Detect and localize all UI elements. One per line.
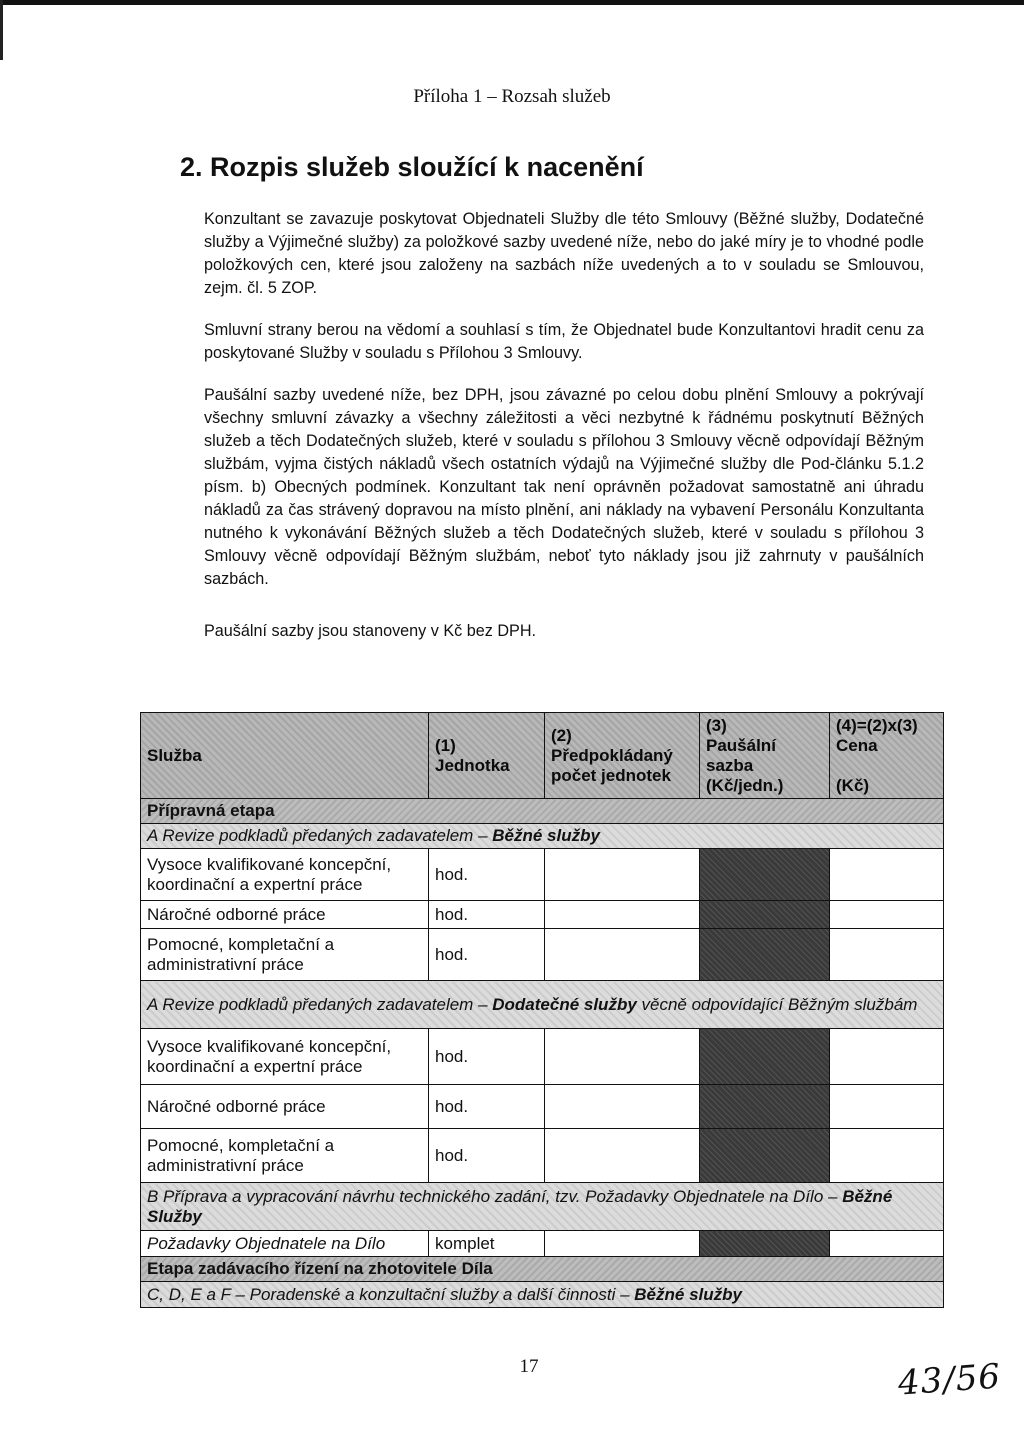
price-cell <box>830 849 944 901</box>
quantity-cell <box>545 1231 700 1257</box>
table-header-row <box>141 713 944 799</box>
rate-cell <box>700 901 830 929</box>
rate-cell <box>700 1085 830 1129</box>
service-cell: Vysoce kvalifikované koncepční, koordinační a expertní práce <box>141 849 429 901</box>
header-price: (4)=(2)x(3) Cena (Kč) <box>830 713 944 799</box>
scan-border-left <box>0 0 3 60</box>
quantity-cell <box>545 849 700 901</box>
paragraph-services-scope: Konzultant se zavazuje poskytovat Objednateli Služby dle této Smlouvy (Běžné služby, Dodatečné služby a Výjimečné služby) za položkové sazby uvedené níže, nebo do jaké míry je to vhodné podle položkových cen, které jsou založeny na sazbách níže uvedených a to v souladu se Smlouvou, zejm. čl. 5 ZOP. <box>204 210 924 297</box>
paragraph-payment: Smluvní strany berou na vědomí a souhlasí s tím, že Objednatel bude Konzultantovi hradit cenu za poskytované Služby v souladu s Přílohou 3 Smlouvy. <box>204 321 924 362</box>
unit-cell: komplet <box>429 1231 545 1257</box>
service-cell: Pomocné, kompletační a administrativní práce <box>141 1129 429 1183</box>
rate-cell <box>700 1129 830 1183</box>
handwritten-folio: 43/56 <box>896 1356 1003 1404</box>
price-cell <box>830 1085 944 1129</box>
table-row <box>141 901 944 929</box>
header-rate: (3) Paušální sazba (Kč/jedn.) <box>700 713 830 799</box>
section-row-a-regular <box>141 824 944 849</box>
section-heading: 2. Rozpis služeb sloužící k nacenění <box>180 152 644 182</box>
service-cell: Náročné odborné práce <box>141 901 429 929</box>
table-row <box>141 1029 944 1085</box>
service-cell: Pomocné, kompletační a administrativní práce <box>141 929 429 981</box>
unit-cell: hod. <box>429 1029 545 1085</box>
section-label: B Příprava a vypracování návrhu technického zadání, tzv. Požadavky Objednatele na Dílo – Běžné Služby <box>141 1183 944 1231</box>
stage-label: Přípravná etapa <box>141 799 944 824</box>
quantity-cell <box>545 901 700 929</box>
price-cell <box>830 1129 944 1183</box>
service-cell: Vysoce kvalifikované koncepční, koordinační a expertní práce <box>141 1029 429 1085</box>
section-row-b <box>141 1183 944 1231</box>
header-quantity: (2) Předpokládaný počet jednotek <box>545 713 700 799</box>
price-cell <box>830 901 944 929</box>
unit-cell: hod. <box>429 1129 545 1183</box>
unit-cell: hod. <box>429 929 545 981</box>
section-row-a-additional <box>141 981 944 1029</box>
section-label: C, D, E a F – Poradenské a konzultační služby a další činnosti – Běžné služby <box>141 1282 944 1308</box>
scan-border-top <box>0 0 1024 5</box>
header-service: Služba <box>141 713 429 799</box>
table-row <box>141 849 944 901</box>
table-row <box>141 1085 944 1129</box>
page-header: Příloha 1 – Rozsah služeb <box>413 86 611 107</box>
quantity-cell <box>545 1085 700 1129</box>
unit-cell: hod. <box>429 1085 545 1129</box>
price-cell <box>830 1029 944 1085</box>
quantity-cell <box>545 1029 700 1085</box>
rate-cell <box>700 1029 830 1085</box>
table-row <box>141 1231 944 1257</box>
price-cell <box>830 1231 944 1257</box>
stage-row-tender <box>141 1257 944 1282</box>
quantity-cell <box>545 1129 700 1183</box>
service-cell: Náročné odborné práce <box>141 1085 429 1129</box>
section-label: A Revize podkladů předaných zadavatelem – Dodatečné služby věcně odpovídající Běžným službám <box>141 981 944 1029</box>
unit-cell: hod. <box>429 901 545 929</box>
rate-cell <box>700 849 830 901</box>
section-label: A Revize podkladů předaných zadavatelem – Běžné služby <box>141 824 944 849</box>
paragraph-flat-rates: Paušální sazby uvedené níže, bez DPH, jsou závazné po celou dobu plnění Smlouvy a pokrývají všechny smluvní závazky a všechny záležitosti a věci nezbytné k řádnému poskytnutí Běžných služeb a těch Dodatečných služeb, které v souladu s přílohou 3 Smlouvy věcně odpovídají Běžným službám, vyjma čistých nákladů všech ostatních výdajů na Výjimečné služby dle Pod-článku 5.1.2 písm. b) Obecných podmínek. Konzultant tak není oprávněn požadovat samostatně ani úhradu nákladů za čas strávený dopravou na místo plnění, ani náklady na vybavení Personálu Konzultanta nutného k vykonávání Běžných služeb a těch Dodatečných služeb, které v souladu s přílohou 3 Smlouvy věcně odpovídají Běžným službám, neboť tyto náklady jsou již zahrnuty v paušálních sazbách. <box>204 386 924 588</box>
price-cell <box>830 929 944 981</box>
rates-table <box>140 712 944 1308</box>
quantity-cell <box>545 929 700 981</box>
table-row <box>141 929 944 981</box>
header-unit: (1) Jednotka <box>429 713 545 799</box>
paragraph-currency: Paušální sazby jsou stanoveny v Kč bez DPH. <box>204 622 537 640</box>
rate-cell <box>700 1231 830 1257</box>
stage-label: Etapa zadávacího řízení na zhotovitele Díla <box>141 1257 944 1282</box>
section-row-cdef <box>141 1282 944 1308</box>
service-cell: Požadavky Objednatele na Dílo <box>141 1231 429 1257</box>
unit-cell: hod. <box>429 849 545 901</box>
table-row <box>141 1129 944 1183</box>
stage-row-preparation <box>141 799 944 824</box>
page-number: 17 <box>519 1356 539 1377</box>
rate-cell <box>700 929 830 981</box>
